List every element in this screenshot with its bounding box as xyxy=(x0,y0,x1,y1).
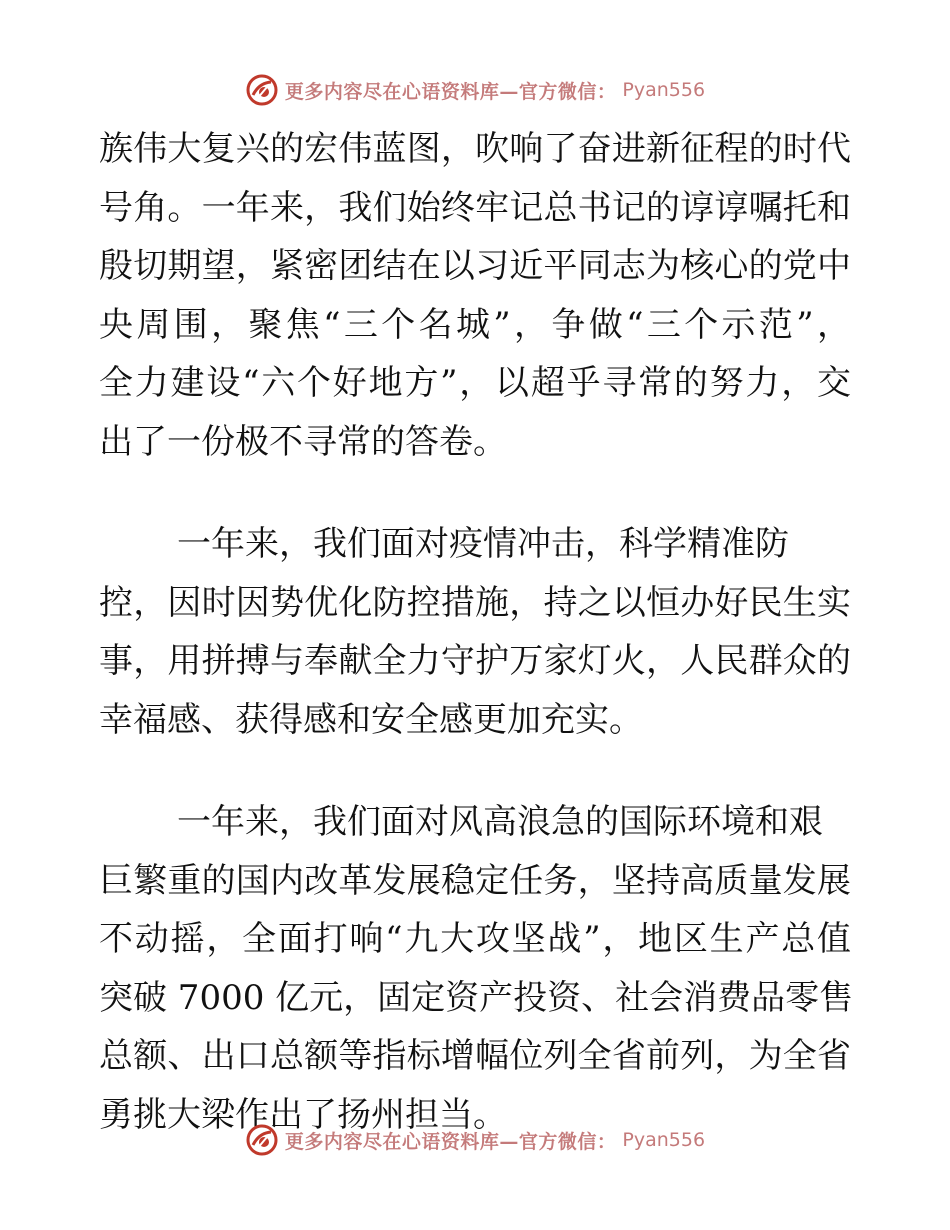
paragraph xyxy=(99,515,851,749)
text-line: 巨繁重的国内改革发展稳定任务，坚持高质量发展 xyxy=(99,860,851,901)
text-line: 突破 7000 亿元，固定资产投资、社会消费品零售 xyxy=(99,977,854,1018)
header-banner xyxy=(0,72,950,108)
red-sun-logo-icon xyxy=(245,73,279,107)
text-line: 全力建设“六个好地方”，以超乎寻常的努力，交 xyxy=(99,363,851,403)
document-body xyxy=(99,120,854,1144)
text-line: 一年来，我们面对疫情冲击，科学精准防 xyxy=(177,524,789,564)
text-line: 族伟大复兴的宏伟蓝图，吹响了奋进新征程的时代 xyxy=(99,129,851,169)
text-line: 一年来，我们面对风高浪急的国际环境和艰 xyxy=(177,802,823,842)
paragraph xyxy=(99,120,851,471)
red-sun-logo-icon xyxy=(245,1123,279,1157)
text-line: 事，用拼搏与奉献全力守护万家灯火，人民群众的 xyxy=(99,641,851,681)
paragraph-gap xyxy=(99,749,851,793)
banner-text: 更多内容尽在心语资料库—官方微信： xyxy=(284,1130,617,1153)
banner-text: 更多内容尽在心语资料库—官方微信： xyxy=(284,80,617,103)
paragraph-gap xyxy=(99,471,851,515)
text-line: 出了一份极不寻常的答卷。 xyxy=(99,421,507,462)
footer-banner xyxy=(0,1122,950,1158)
banner-wechat-id: Pyan556 xyxy=(622,1129,706,1151)
text-line: 殷切期望，紧密团结在以习近平同志为核心的党中 xyxy=(99,246,851,286)
text-line: 控，因时因势优化防控措施，持之以恒办好民生实 xyxy=(99,582,851,623)
text-line: 总额、出口总额等指标增幅位列全省前列，为全省 xyxy=(99,1036,851,1076)
text-line: 不动摇，全面打响“九大攻坚战”，地区生产总值 xyxy=(99,919,851,959)
text-line: 幸福感、获得感和安全感更加充实。 xyxy=(99,699,643,740)
text-line: 央周围，聚焦“三个名城”，争做“三个示范”， xyxy=(99,304,851,345)
banner-wechat-id: Pyan556 xyxy=(622,79,706,101)
text-line: 勇挑大梁作出了扬州担当。 xyxy=(99,1094,507,1135)
paragraph xyxy=(99,793,854,1144)
text-line: 号角。一年来，我们始终牢记总书记的谆谆嘱托和 xyxy=(99,187,851,228)
